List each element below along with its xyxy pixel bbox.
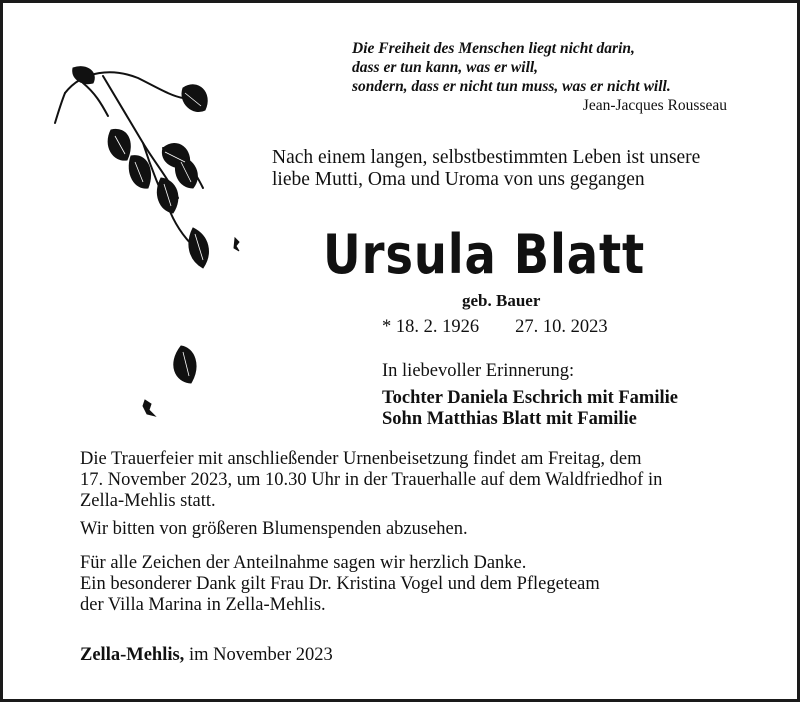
ceremony-line: Die Trauerfeier mit anschließender Urnenbeisetzung findet am Freitag, dem	[80, 449, 642, 469]
intro-line: liebe Mutti, Oma und Uroma von uns gegangen	[272, 168, 645, 190]
thanks-line: der Villa Marina in Zella-Mehlis.	[80, 595, 326, 615]
birch-branch-icon	[43, 48, 258, 428]
ceremony-line: Zella-Mehlis statt.	[80, 491, 216, 511]
ceremony-paragraph	[80, 449, 662, 512]
mourner-line: Tochter Daniela Eschrich mit Familie	[382, 388, 678, 408]
flowers-line: Wir bitten von größeren Blumenspenden abzusehen.	[80, 519, 468, 539]
life-dates	[382, 317, 608, 338]
quote-line: dass er tun kann, was er will,	[352, 59, 539, 76]
birth-name: geb. Bauer	[462, 291, 541, 310]
mourners-intro: In liebevoller Erinnerung:	[382, 361, 575, 381]
thanks-line: Ein besonderer Dank gilt Frau Dr. Kristina Vogel und dem Pflegeteam	[80, 574, 600, 594]
intro-text	[272, 147, 700, 190]
mourner-line: Sohn Matthias Blatt mit Familie	[382, 409, 637, 429]
ceremony-line: 17. November 2023, um 10.30 Uhr in der Trauerhalle auf dem Waldfriedhof in	[80, 470, 663, 490]
flowers-paragraph	[80, 519, 468, 540]
quote-line: sondern, dass er nicht tun muss, was er nicht will.	[352, 78, 671, 95]
signoff-date: im November 2023	[188, 645, 333, 665]
quote-line: Die Freiheit des Menschen liegt nicht darin,	[352, 40, 635, 57]
thanks-paragraph	[80, 553, 600, 616]
quote-author: Jean-Jacques Rousseau	[582, 97, 727, 114]
intro-line: Nach einem langen, selbstbestimmten Leben ist unsere	[272, 147, 701, 168]
death-date: 27. 10. 2023	[515, 317, 608, 337]
signoff-place: Zella-Mehlis,	[80, 645, 185, 665]
deceased-name: Ursula Blatt	[323, 223, 646, 286]
mourners-list	[382, 388, 678, 430]
thanks-line: Für alle Zeichen der Anteilnahme sagen wir herzlich Danke.	[80, 553, 527, 573]
signoff	[80, 645, 333, 666]
birth-date: * 18. 2. 1926	[382, 317, 480, 337]
quote	[352, 39, 671, 96]
